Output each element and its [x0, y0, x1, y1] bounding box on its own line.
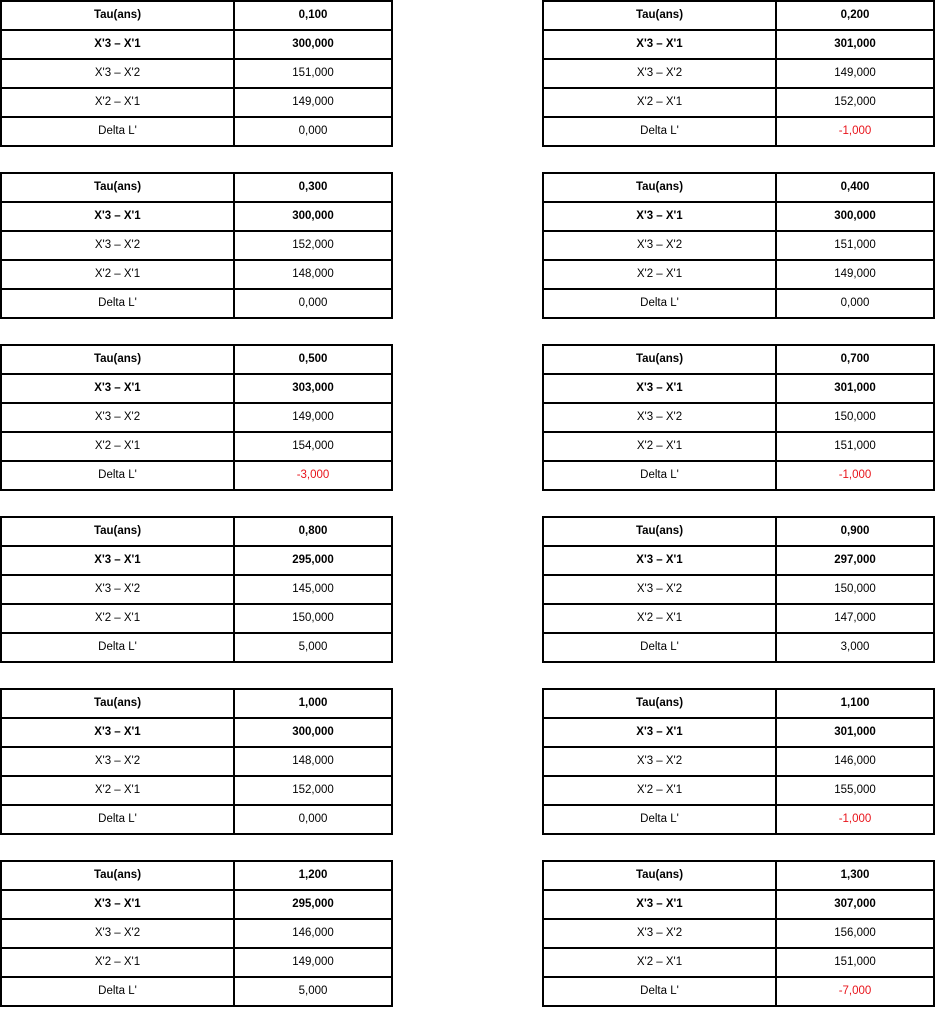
- tau-value: 1,100: [776, 689, 934, 718]
- table-row-x21: [1, 776, 392, 805]
- x31-label: X'3 – X'1: [1, 546, 234, 575]
- tau-label: Tau(ans): [1, 1, 234, 30]
- x32-value: 151,000: [776, 231, 934, 260]
- tau-value: 0,700: [776, 345, 934, 374]
- table-row-x31: [543, 546, 934, 575]
- tau-value: 0,200: [776, 1, 934, 30]
- tau-value: 0,400: [776, 173, 934, 202]
- table-row-tau: [1, 1, 392, 30]
- tau-value: 0,300: [234, 173, 392, 202]
- x31-label: X'3 – X'1: [1, 890, 234, 919]
- x32-label: X'3 – X'2: [1, 575, 234, 604]
- x21-label: X'2 – X'1: [543, 948, 776, 977]
- x31-label: X'3 – X'1: [1, 202, 234, 231]
- table-row-x31: [543, 718, 934, 747]
- x31-label: X'3 – X'1: [543, 30, 776, 59]
- table-row-delta: [543, 117, 934, 146]
- measurement-table: [0, 172, 393, 319]
- delta-value: -3,000: [234, 461, 392, 490]
- x32-value: 150,000: [776, 575, 934, 604]
- x21-value: 149,000: [234, 948, 392, 977]
- x21-value: 151,000: [776, 432, 934, 461]
- x32-value: 148,000: [234, 747, 392, 776]
- x31-value: 303,000: [234, 374, 392, 403]
- x21-label: X'2 – X'1: [543, 260, 776, 289]
- x32-label: X'3 – X'2: [1, 747, 234, 776]
- table-row-x32: [1, 403, 392, 432]
- measurement-table: [0, 0, 393, 147]
- x31-label: X'3 – X'1: [543, 202, 776, 231]
- delta-value: -1,000: [776, 461, 934, 490]
- x31-value: 300,000: [776, 202, 934, 231]
- x21-value: 151,000: [776, 948, 934, 977]
- delta-value: -1,000: [776, 117, 934, 146]
- x32-label: X'3 – X'2: [543, 575, 776, 604]
- table-row-tau: [543, 861, 934, 890]
- x32-label: X'3 – X'2: [543, 231, 776, 260]
- table-row-tau: [1, 517, 392, 546]
- table-row-x31: [543, 890, 934, 919]
- tau-value: 0,900: [776, 517, 934, 546]
- delta-label: Delta L': [1, 461, 234, 490]
- x31-label: X'3 – X'1: [543, 890, 776, 919]
- x21-value: 152,000: [234, 776, 392, 805]
- x32-label: X'3 – X'2: [1, 231, 234, 260]
- table-row-x21: [1, 604, 392, 633]
- delta-label: Delta L': [543, 633, 776, 662]
- table-row-tau: [1, 689, 392, 718]
- x31-label: X'3 – X'1: [543, 374, 776, 403]
- delta-label: Delta L': [1, 633, 234, 662]
- delta-label: Delta L': [1, 977, 234, 1006]
- x31-value: 295,000: [234, 546, 392, 575]
- table-row-x31: [1, 890, 392, 919]
- x31-label: X'3 – X'1: [1, 374, 234, 403]
- tau-label: Tau(ans): [1, 689, 234, 718]
- delta-label: Delta L': [543, 977, 776, 1006]
- table-row-x21: [543, 432, 934, 461]
- x32-value: 152,000: [234, 231, 392, 260]
- table-row-x32: [1, 919, 392, 948]
- table-row-delta: [1, 117, 392, 146]
- x32-value: 146,000: [776, 747, 934, 776]
- x31-label: X'3 – X'1: [1, 30, 234, 59]
- table-row-x32: [543, 747, 934, 776]
- x32-value: 156,000: [776, 919, 934, 948]
- x31-value: 301,000: [776, 374, 934, 403]
- table-row-delta: [1, 461, 392, 490]
- measurement-table: [542, 516, 935, 663]
- x32-label: X'3 – X'2: [1, 403, 234, 432]
- table-row-delta: [1, 805, 392, 834]
- x21-value: 152,000: [776, 88, 934, 117]
- table-row-x32: [1, 575, 392, 604]
- table-row-x21: [1, 88, 392, 117]
- x31-value: 300,000: [234, 202, 392, 231]
- measurement-table: [0, 516, 393, 663]
- x32-value: 151,000: [234, 59, 392, 88]
- tau-label: Tau(ans): [543, 1, 776, 30]
- measurement-table: [542, 344, 935, 491]
- table-row-x32: [543, 575, 934, 604]
- table-row-tau: [1, 345, 392, 374]
- table-row-x32: [543, 59, 934, 88]
- table-row-x31: [543, 374, 934, 403]
- delta-value: 3,000: [776, 633, 934, 662]
- x21-value: 154,000: [234, 432, 392, 461]
- tau-value: 1,200: [234, 861, 392, 890]
- table-row-x21: [1, 260, 392, 289]
- x21-label: X'2 – X'1: [1, 776, 234, 805]
- table-row-tau: [543, 345, 934, 374]
- table-row-x21: [1, 948, 392, 977]
- tau-label: Tau(ans): [1, 517, 234, 546]
- delta-label: Delta L': [1, 805, 234, 834]
- delta-value: 5,000: [234, 977, 392, 1006]
- x21-label: X'2 – X'1: [543, 776, 776, 805]
- tau-label: Tau(ans): [1, 345, 234, 374]
- delta-label: Delta L': [543, 289, 776, 318]
- x32-value: 150,000: [776, 403, 934, 432]
- table-row-x32: [1, 231, 392, 260]
- measurement-table: [0, 344, 393, 491]
- table-row-x21: [543, 260, 934, 289]
- x32-label: X'3 – X'2: [543, 919, 776, 948]
- table-row-tau: [1, 173, 392, 202]
- table-row-x32: [543, 403, 934, 432]
- x21-label: X'2 – X'1: [543, 88, 776, 117]
- tau-label: Tau(ans): [543, 517, 776, 546]
- table-row-x31: [1, 202, 392, 231]
- x21-value: 149,000: [776, 260, 934, 289]
- tau-label: Tau(ans): [1, 173, 234, 202]
- tau-label: Tau(ans): [1, 861, 234, 890]
- x31-value: 307,000: [776, 890, 934, 919]
- x31-value: 297,000: [776, 546, 934, 575]
- tau-label: Tau(ans): [543, 173, 776, 202]
- x21-value: 147,000: [776, 604, 934, 633]
- table-row-x32: [543, 919, 934, 948]
- x31-label: X'3 – X'1: [1, 718, 234, 747]
- delta-value: -7,000: [776, 977, 934, 1006]
- x31-label: X'3 – X'1: [543, 546, 776, 575]
- measurement-table: [542, 688, 935, 835]
- table-row-x32: [543, 231, 934, 260]
- table-row-delta: [1, 633, 392, 662]
- table-row-delta: [543, 633, 934, 662]
- delta-value: 0,000: [234, 117, 392, 146]
- table-row-x31: [543, 30, 934, 59]
- tau-value: 0,800: [234, 517, 392, 546]
- x21-label: X'2 – X'1: [1, 604, 234, 633]
- x21-label: X'2 – X'1: [1, 432, 234, 461]
- delta-label: Delta L': [543, 805, 776, 834]
- tau-label: Tau(ans): [543, 689, 776, 718]
- delta-value: -1,000: [776, 805, 934, 834]
- table-row-x21: [1, 432, 392, 461]
- table-row-x21: [543, 604, 934, 633]
- table-row-tau: [543, 173, 934, 202]
- x21-value: 149,000: [234, 88, 392, 117]
- table-row-tau: [543, 1, 934, 30]
- tau-value: 0,500: [234, 345, 392, 374]
- delta-label: Delta L': [1, 289, 234, 318]
- delta-label: Delta L': [1, 117, 234, 146]
- tau-value: 0,100: [234, 1, 392, 30]
- tau-label: Tau(ans): [543, 861, 776, 890]
- table-row-delta: [1, 289, 392, 318]
- x21-label: X'2 – X'1: [1, 948, 234, 977]
- table-row-x31: [1, 374, 392, 403]
- table-row-x32: [1, 59, 392, 88]
- x21-value: 155,000: [776, 776, 934, 805]
- x31-value: 300,000: [234, 718, 392, 747]
- x32-value: 145,000: [234, 575, 392, 604]
- tau-value: 1,000: [234, 689, 392, 718]
- table-row-x21: [543, 948, 934, 977]
- x31-value: 300,000: [234, 30, 392, 59]
- table-row-x32: [1, 747, 392, 776]
- delta-value: 5,000: [234, 633, 392, 662]
- table-row-delta: [543, 805, 934, 834]
- delta-value: 0,000: [234, 805, 392, 834]
- delta-value: 0,000: [234, 289, 392, 318]
- x32-label: X'3 – X'2: [1, 59, 234, 88]
- table-row-delta: [543, 977, 934, 1006]
- x21-label: X'2 – X'1: [543, 432, 776, 461]
- table-row-x21: [543, 776, 934, 805]
- table-row-x31: [1, 30, 392, 59]
- x21-label: X'2 – X'1: [543, 604, 776, 633]
- delta-label: Delta L': [543, 461, 776, 490]
- x21-value: 148,000: [234, 260, 392, 289]
- table-row-delta: [543, 289, 934, 318]
- table-row-x31: [543, 202, 934, 231]
- x32-value: 146,000: [234, 919, 392, 948]
- x31-value: 295,000: [234, 890, 392, 919]
- x31-value: 301,000: [776, 718, 934, 747]
- x32-value: 149,000: [776, 59, 934, 88]
- table-row-delta: [543, 461, 934, 490]
- x21-value: 150,000: [234, 604, 392, 633]
- table-row-delta: [1, 977, 392, 1006]
- delta-label: Delta L': [543, 117, 776, 146]
- table-row-tau: [1, 861, 392, 890]
- table-row-tau: [543, 517, 934, 546]
- x21-label: X'2 – X'1: [1, 260, 234, 289]
- measurement-table: [0, 860, 393, 1007]
- x21-label: X'2 – X'1: [1, 88, 234, 117]
- measurement-table: [542, 0, 935, 147]
- measurement-table: [542, 172, 935, 319]
- table-row-x21: [543, 88, 934, 117]
- measurement-table: [542, 860, 935, 1007]
- tau-label: Tau(ans): [543, 345, 776, 374]
- x32-label: X'3 – X'2: [1, 919, 234, 948]
- tau-value: 1,300: [776, 861, 934, 890]
- table-row-x31: [1, 546, 392, 575]
- x32-label: X'3 – X'2: [543, 59, 776, 88]
- delta-value: 0,000: [776, 289, 934, 318]
- table-row-x31: [1, 718, 392, 747]
- table-row-tau: [543, 689, 934, 718]
- x31-value: 301,000: [776, 30, 934, 59]
- measurement-table: [0, 688, 393, 835]
- x32-label: X'3 – X'2: [543, 403, 776, 432]
- x32-label: X'3 – X'2: [543, 747, 776, 776]
- x31-label: X'3 – X'1: [543, 718, 776, 747]
- x32-value: 149,000: [234, 403, 392, 432]
